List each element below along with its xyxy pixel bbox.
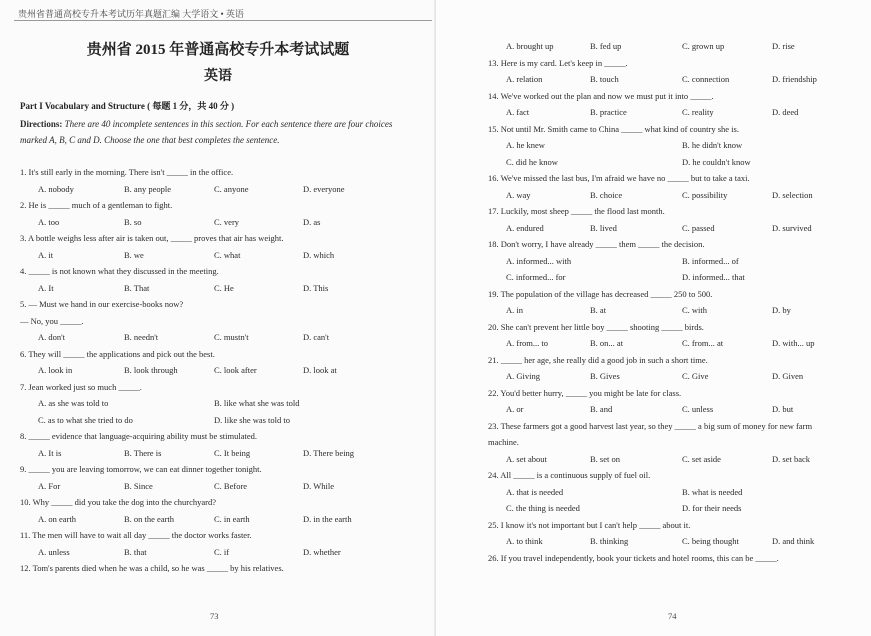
answer-option: B. Gives bbox=[590, 371, 620, 381]
answer-option: B. on... at bbox=[590, 338, 624, 348]
answer-option: A. as she was told to bbox=[38, 398, 109, 408]
answer-option: D. look at bbox=[303, 365, 337, 375]
question-text: 25. I know it's not important but I can't help _____ about it. bbox=[488, 519, 691, 530]
answer-option: B. fed up bbox=[590, 41, 622, 51]
answer-option: A. to think bbox=[506, 536, 543, 546]
question-text: 22. You'd better hurry, _____ you might be late for class. bbox=[488, 387, 682, 398]
answer-option: B. Since bbox=[124, 480, 153, 491]
answer-option: B. choice bbox=[590, 189, 623, 200]
answer-option: A. he knew bbox=[506, 140, 545, 150]
answer-option: B. what is needed bbox=[682, 486, 743, 497]
answer-option: C. being thought bbox=[682, 536, 739, 546]
answer-option: B. and bbox=[590, 404, 613, 414]
answer-option: C. Before bbox=[214, 480, 248, 491]
answer-option: D. he couldn't know bbox=[682, 156, 751, 167]
answer-option: B. on the earth bbox=[124, 513, 175, 524]
answer-option: A. informed... with bbox=[506, 255, 572, 266]
question-text: 1. It's still early in the morning. There isn't _____ in the office. bbox=[20, 167, 234, 177]
answer-option: B. that bbox=[124, 546, 147, 557]
question-text: 4. _____ is not known what they discussed in the meeting. bbox=[20, 266, 219, 276]
answer-option: B. There is bbox=[124, 447, 162, 458]
answer-option: A. For bbox=[38, 480, 61, 491]
question-text: 3. A bottle weighs less after air is taken out, _____ proves that air has weight. bbox=[20, 233, 284, 243]
answer-option: D. friendship bbox=[772, 74, 817, 84]
answer-option: C. look after bbox=[214, 365, 257, 375]
answer-option: A. brought up bbox=[506, 41, 554, 51]
answer-option: A. fact bbox=[506, 107, 530, 117]
answer-option: B. look through bbox=[124, 365, 178, 375]
answer-option: B. we bbox=[124, 249, 144, 260]
answer-option: B. lived bbox=[590, 222, 617, 233]
answer-option: D. for their needs bbox=[682, 503, 742, 513]
question-text: 16. We've missed the last bus, I'm afraid we have no _____ but to take a taxi. bbox=[488, 173, 750, 183]
answer-option: D. rise bbox=[772, 41, 795, 51]
answer-option: D. can't bbox=[303, 332, 330, 342]
answer-option: D. as bbox=[303, 216, 321, 227]
answer-option: B. practice bbox=[590, 107, 627, 117]
answer-option: C. with bbox=[682, 305, 708, 315]
answer-option: A. It bbox=[38, 282, 54, 293]
answer-option: B. set on bbox=[590, 453, 620, 464]
right-page bbox=[436, 0, 871, 636]
answer-option: A. Giving bbox=[506, 371, 540, 381]
question-text: 2. He is _____ much of a gentleman to fight. bbox=[20, 200, 173, 210]
question-text: 7. Jean worked just so much _____. bbox=[20, 381, 142, 392]
answer-option: C. anyone bbox=[214, 183, 249, 194]
question-text: 12. Tom's parents died when he was a child, so he was _____ by his relatives. bbox=[20, 563, 284, 573]
answer-option: D. There being bbox=[303, 447, 355, 458]
answer-option: D. like she was told to bbox=[214, 414, 291, 425]
answer-option: C. It being bbox=[214, 447, 251, 458]
answer-option: D. whether bbox=[303, 546, 341, 557]
header-rule bbox=[14, 20, 432, 21]
answer-option: C. mustn't bbox=[214, 332, 249, 342]
answer-option: C. what bbox=[214, 249, 241, 260]
question-text-continued: machine. bbox=[488, 437, 519, 447]
answer-option: A. or bbox=[506, 404, 524, 414]
question-text: 8. _____ evidence that language-acquiring ability must be stimulated. bbox=[20, 431, 257, 441]
answer-option: D. This bbox=[303, 282, 329, 293]
answer-option: C. reality bbox=[682, 107, 714, 117]
part-title: Part I Vocabulary and Structure ( 每题 1 分，共 40 分 ) bbox=[20, 101, 235, 111]
answer-option: C. the thing is needed bbox=[506, 503, 580, 513]
question-text: 21. _____ her age, she really did a good job in such a short time. bbox=[488, 354, 708, 365]
answer-option: C. very bbox=[214, 216, 240, 227]
answer-option: B. like what she was told bbox=[214, 398, 300, 408]
answer-option: B. touch bbox=[590, 74, 619, 84]
answer-option: D. in the earth bbox=[303, 513, 352, 524]
answer-option: C. if bbox=[214, 546, 230, 557]
question-text: 23. These farmers got a good harvest last year, so they _____ a big sum of money for new farm bbox=[488, 420, 813, 431]
answer-option: B. thinking bbox=[590, 536, 629, 546]
answer-option: C. as to what she tried to do bbox=[38, 414, 133, 425]
question-text: 20. She can't prevent her little boy _____ shooting _____ birds. bbox=[488, 321, 704, 332]
answer-option: B. any people bbox=[124, 183, 171, 194]
answer-option: B. at bbox=[590, 305, 607, 315]
answer-option: B. needn't bbox=[124, 332, 159, 342]
running-head: 贵州省普通高校专升本考试历年真题汇编 大学语文 • 英语 bbox=[18, 9, 244, 19]
answer-option: C. from... at bbox=[682, 338, 724, 348]
answer-option: C. informed... for bbox=[506, 272, 566, 282]
answer-option: C. Give bbox=[682, 371, 709, 381]
answer-option: C. connection bbox=[682, 74, 730, 84]
question-text: 18. Don't worry, I have already _____ them _____ the decision. bbox=[488, 239, 705, 249]
answer-option: A. don't bbox=[38, 332, 66, 342]
directions-label: Directions: bbox=[20, 119, 63, 129]
question-text: 11. The men will have to wait all day _____ the doctor works faster. bbox=[20, 530, 252, 540]
answer-option: A. too bbox=[38, 216, 60, 227]
page-number-left: 73 bbox=[210, 611, 219, 621]
question-text: 6. They will _____ the applications and pick out the best. bbox=[20, 348, 215, 359]
answer-option: B. That bbox=[124, 282, 150, 293]
answer-option: D. by bbox=[772, 305, 791, 315]
answer-option: A. on earth bbox=[38, 513, 77, 524]
question-text: 19. The population of the village has decreased _____ 250 to 500. bbox=[488, 288, 713, 299]
answer-option: A. from... to bbox=[506, 338, 549, 348]
answer-option: C. possibility bbox=[682, 189, 728, 200]
answer-option: D. selection bbox=[772, 189, 813, 200]
page-number-right: 74 bbox=[668, 611, 677, 621]
question-text: 24. All _____ is a continuous supply of fuel oil. bbox=[488, 470, 651, 480]
answer-option: C. unless bbox=[682, 404, 714, 414]
answer-option: C. did he know bbox=[506, 156, 558, 167]
answer-option: A. look in bbox=[38, 365, 73, 375]
answer-option: D. Given bbox=[772, 371, 804, 381]
page-subtitle: 英语 bbox=[204, 69, 232, 84]
answer-option: A. it bbox=[38, 249, 54, 260]
question-text-continued: — No, you _____. bbox=[20, 315, 84, 326]
answer-option: C. set aside bbox=[682, 453, 721, 464]
answer-option: C. grown up bbox=[682, 41, 725, 51]
answer-option: D. everyone bbox=[303, 183, 345, 194]
answer-option: A. set about bbox=[506, 453, 547, 464]
question-text: 9. _____ you are leaving tomorrow, we can eat dinner together tonight. bbox=[20, 464, 262, 474]
answer-option: A. It is bbox=[38, 447, 62, 458]
question-text: 5. — Must we hand in our exercise-books now? bbox=[20, 299, 184, 309]
answer-option: D. set back bbox=[772, 453, 811, 464]
answer-option: A. nobody bbox=[38, 183, 74, 194]
answer-option: D. deed bbox=[772, 107, 799, 117]
answer-option: B. so bbox=[124, 216, 142, 227]
directions bbox=[20, 116, 418, 148]
question-text: 15. Not until Mr. Smith came to China _____ what kind of country she is. bbox=[488, 123, 739, 134]
answer-option: D. but bbox=[772, 404, 794, 414]
answer-option: D. survived bbox=[772, 222, 812, 233]
answer-option: B. informed... of bbox=[682, 255, 739, 266]
answer-option: A. relation bbox=[506, 74, 543, 84]
answer-option: A. endured bbox=[506, 222, 544, 233]
answer-option: D. which bbox=[303, 249, 335, 260]
answer-option: A. that is needed bbox=[506, 486, 564, 497]
answer-option: D. informed... that bbox=[682, 272, 745, 282]
directions-text: There are 40 incomplete sentences in this section. For each sentence there are four choices marked A, B, C and D. Choose the one that best completes the sentence. bbox=[20, 119, 393, 145]
answer-option: B. he didn't know bbox=[682, 140, 743, 150]
question-text: 10. Why _____ did you take the dog into the churchyard? bbox=[20, 497, 217, 507]
question-text: 26. If you travel independently, book your tickets and hotel rooms, this can be _____. bbox=[488, 552, 779, 563]
question-text: 14. We've worked out the plan and now we must put it into _____. bbox=[488, 90, 714, 101]
answer-option: C. passed bbox=[682, 222, 715, 233]
question-text: 13. Here is my card. Let's keep in _____. bbox=[488, 57, 628, 68]
answer-option: D. with... up bbox=[772, 338, 815, 348]
answer-option: C. in earth bbox=[214, 513, 250, 524]
question-text: 17. Luckily, most sheep _____ the flood last month. bbox=[488, 206, 665, 216]
page-title: 贵州省 2015 年普通高校专升本考试试题 bbox=[86, 42, 350, 58]
answer-option: D. and think bbox=[772, 536, 815, 546]
answer-option: A. unless bbox=[38, 546, 70, 557]
answer-option: C. He bbox=[214, 282, 234, 293]
answer-option: A. in bbox=[506, 305, 523, 315]
answer-option: A. way bbox=[506, 189, 531, 200]
answer-option: D. While bbox=[303, 480, 335, 491]
